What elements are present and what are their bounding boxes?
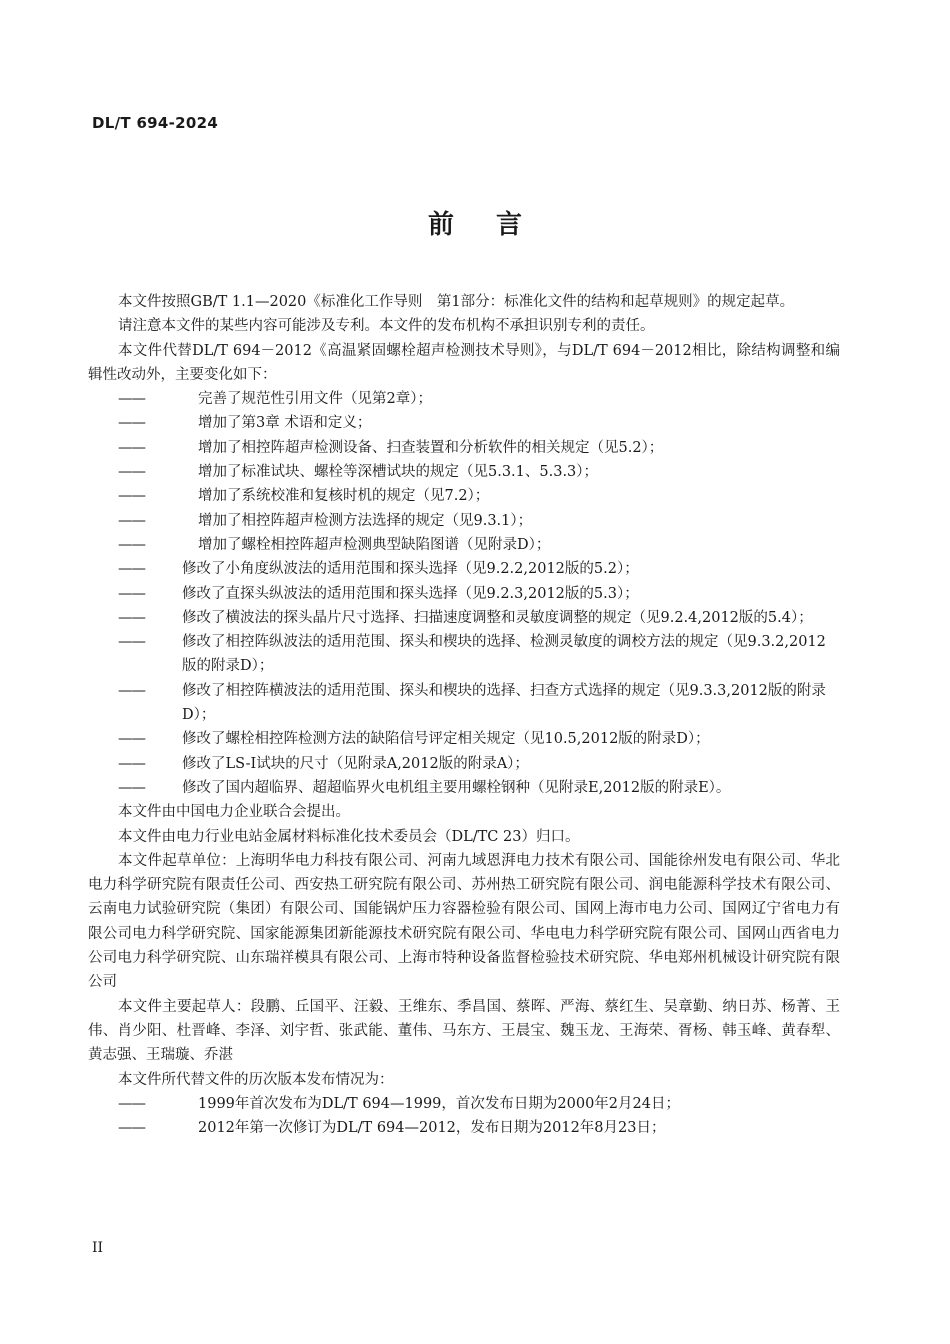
change-text: 增加了螺栓相控阵超声检测典型缺陷图谱（见附录D）；	[198, 536, 551, 553]
paragraph-standard-basis: 本文件按照GB/T 1.1—2020《标准化工作导则 第1部分：标准化文件的结构和起草规则》的规定起草。	[118, 294, 795, 310]
dash-marker: ——	[118, 391, 145, 408]
dash-marker: ——	[118, 779, 145, 796]
list-item	[88, 679, 840, 728]
history-text: 1999年首次发布为DL/T 694—1999，首次发布日期为2000年2月24日；	[198, 1095, 680, 1112]
list-item	[88, 509, 840, 533]
dash-marker: ——	[118, 536, 145, 553]
list-item	[88, 484, 840, 508]
dash-marker: ——	[118, 609, 145, 626]
dash-marker: ——	[118, 464, 145, 481]
history-list	[88, 1092, 840, 1141]
list-item	[88, 460, 840, 484]
dash-marker: ——	[118, 488, 145, 505]
change-text: 完善了规范性引用文件（见第2章）；	[198, 391, 432, 408]
change-text: 修改了螺栓相控阵检测方法的缺陷信号评定相关规定（见10.5,2012版的附录D）；	[182, 731, 710, 748]
list-item	[88, 436, 840, 460]
list-item	[88, 776, 840, 800]
paragraph-replacement: 本文件代替DL/T 694－2012《高温紧固螺栓超声检测技术导则》，与DL/T 694－2012相比，除结构调整和编辑性改动外，主要变化如下：	[88, 342, 840, 383]
dash-marker: ——	[118, 512, 145, 529]
page-title: 前言	[427, 210, 564, 240]
dash-marker: ——	[118, 1095, 145, 1112]
paragraph-proposer: 本文件由中国电力企业联合会提出。	[118, 804, 350, 821]
paragraph-drafting-units: 本文件起草单位：上海明华电力科技有限公司、河南九域恩湃电力技术有限公司、国能徐州发电有限公司、华北电力科学研究院有限责任公司、西安热工研究院有限公司、苏州热工研究院有限公司、润电能源科学技术有限公司、云南电力试验研究院（集团）有限公司、国能锅炉压力容器检验有限公司、国网上海市电力公司、国网辽宁省电力有限公司电力科学研究院、国家能源集团新能源技术研究院有限公司、华电电力科学研究院有限公司、国网山西省电力公司电力科学研究院、山东瑞祥模具有限公司、上海市特种设备监督检验技术研究院、华电郑州机械设计研究院有限公司	[88, 852, 840, 991]
change-text: 增加了系统校准和复核时机的规定（见7.2）；	[198, 488, 490, 505]
changes-list	[88, 387, 840, 800]
change-text: 修改了小角度纵波法的适用范围和探头选择（见9.2.2,2012版的5.2）；	[182, 561, 639, 578]
change-text: 修改了相控阵横波法的适用范围、探头和楔块的选择、扫查方式选择的规定（见9.3.3,2012版的附录D）；	[182, 682, 826, 724]
list-item	[88, 630, 840, 679]
list-item	[88, 727, 840, 751]
list-item	[88, 1092, 840, 1116]
dash-marker: ——	[118, 585, 145, 602]
paragraph-patent-notice: 请注意本文件的某些内容可能涉及专利。本文件的发布机构不承担识别专利的责任。	[118, 318, 655, 335]
change-text: 增加了标准试块、螺栓等深槽试块的规定（见5.3.1、5.3.3）；	[198, 464, 599, 481]
change-text: 修改了横波法的探头晶片尺寸选择、扫描速度调整和灵敏度调整的规定（见9.2.4,2012版的5.4）；	[182, 609, 813, 626]
page-number: II	[92, 1240, 104, 1256]
list-item	[88, 387, 840, 411]
list-item	[88, 557, 840, 581]
paragraph-drafters: 本文件主要起草人：段鹏、丘国平、汪毅、王维东、季昌国、蔡晖、严海、蔡红生、吴章勤、纳日苏、杨菁、王伟、肖少阳、杜晋峰、李泽、刘宇哲、张武能、董伟、马东方、王晨宝、魏玉龙、王海荣、胥杨、韩玉峰、黄春犁、黄志强、王瑞璇、乔湛	[88, 998, 840, 1064]
dash-marker: ——	[118, 1120, 145, 1137]
dash-marker: ——	[118, 634, 145, 651]
list-item	[88, 533, 840, 557]
dash-marker: ——	[118, 731, 145, 748]
dash-marker: ——	[118, 415, 145, 432]
dash-marker: ——	[118, 682, 145, 699]
change-text: 增加了第3章 术语和定义；	[198, 415, 372, 432]
change-text: 修改了国内超临界、超超临界火电机组主要用螺栓钢种（见附录E,2012版的附录E）。	[182, 779, 731, 796]
change-text: 增加了相控阵超声检测方法选择的规定（见9.3.1）；	[198, 512, 533, 529]
change-text: 修改了LS-I试块的尺寸（见附录A,2012版的附录A）；	[182, 755, 529, 772]
change-text: 修改了相控阵纵波法的适用范围、探头和楔块的选择、检测灵敏度的调校方法的规定（见9.3.2,2012版的附录D）；	[182, 634, 826, 675]
dash-marker: ——	[118, 439, 145, 456]
list-item	[88, 606, 840, 630]
dash-marker: ——	[118, 561, 145, 578]
history-text: 2012年第一次修订为DL/T 694—2012，发布日期为2012年8月23日；	[198, 1120, 666, 1137]
change-text: 增加了相控阵超声检测设备、扫查装置和分析软件的相关规定（见5.2）；	[198, 439, 664, 456]
list-item	[88, 411, 840, 435]
document-code: DL/T 694-2024	[92, 114, 219, 132]
list-item	[88, 752, 840, 776]
paragraph-committee: 本文件由电力行业电站金属材料标准化技术委员会（DL/TC 23）归口。	[118, 828, 580, 845]
dash-marker: ——	[118, 755, 145, 772]
foreword-body	[88, 290, 840, 1140]
change-text: 修改了直探头纵波法的适用范围和探头选择（见9.2.3,2012版的5.3）；	[182, 585, 639, 602]
list-item	[88, 582, 840, 606]
list-item	[88, 1116, 840, 1140]
paragraph-history-intro: 本文件所代替文件的历次版本发布情况为：	[118, 1071, 394, 1088]
